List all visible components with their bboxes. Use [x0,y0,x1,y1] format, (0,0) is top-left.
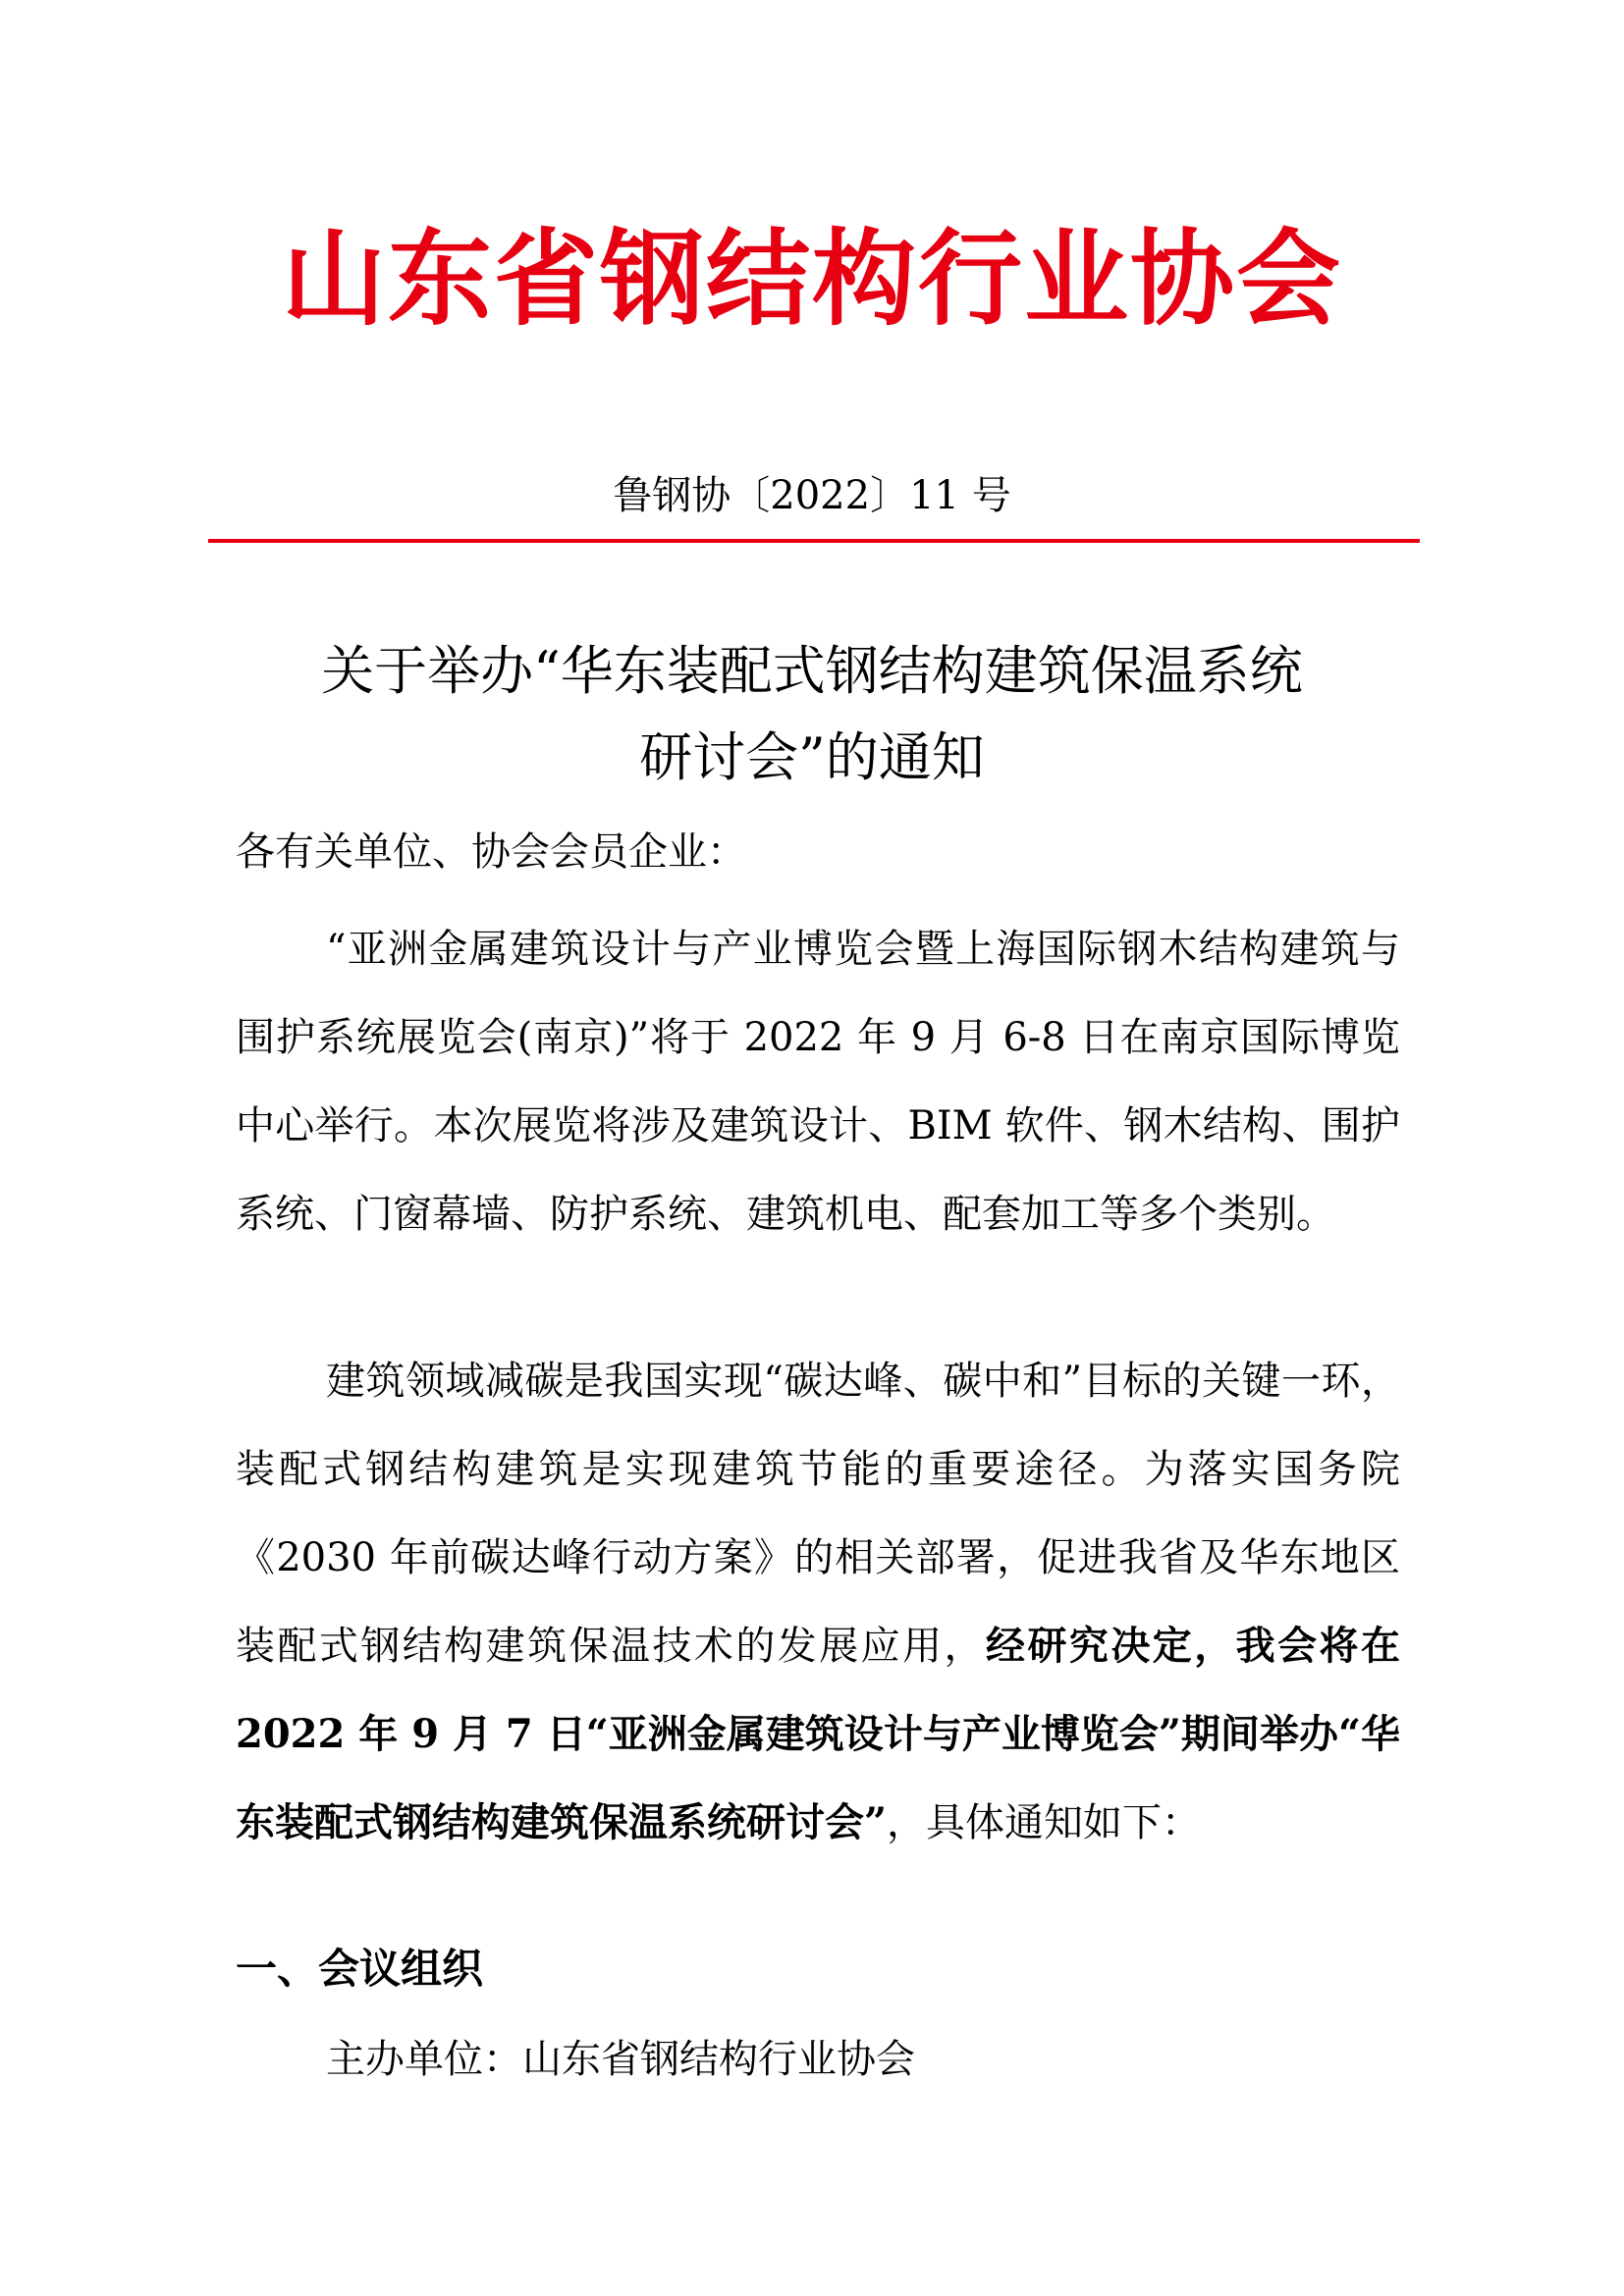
organizer-value: 山东省钢结构行业协会 [522,2037,915,2082]
title-line-2: 研讨会”的通知 [639,726,985,788]
paragraph-decision-bold: 经研究决定，我会将在 2022 年 9 月 7 日“亚洲金属建筑设计与产业博览会”期间举办“华东装配式钢结构建筑保温系统研讨会” [236,1623,1400,1845]
issuer-masthead: 山东省钢结构行业协会 [282,219,1342,340]
red-divider-line [208,539,1420,543]
paragraph-expo-intro: “亚洲金属建筑设计与产业博览会暨上海国际钢木结构建筑与围护系统展览会(南京)”将于 2022 年 9 月 6-8 日在南京国际博览中心举行。本次展览将涉及建筑设计、BIM 软件、钢木结构、围护系统、门窗幕墙、防护系统、建筑机电、配套加工等多个类别。 [236,927,1400,1237]
paragraph-decision [236,1337,1400,1867]
paragraph-decision-text: 建筑领域减碳是我国实现“碳达峰、碳中和”目标的关键一环，装配式钢结构建筑是实现建筑节能的重要途径。为落实国务院《2030 年前碳达峰行动方案》的相关部署，促进我省及华东地区装配式钢结构建筑保温技术的发展应用， [236,1359,1400,1669]
notice-title [196,628,1428,801]
section-heading-organization: 一、会议组织 [236,1945,484,1993]
salutation: 各有关单位、协会会员企业： [236,829,746,875]
organizer-line [326,2030,915,2089]
organizer-label: 主办单位： [326,2037,522,2082]
paragraph-decision-tail: ，具体通知如下： [887,1800,1202,1845]
title-line-1: 关于举办“华东装配式钢结构建筑保温系统 [321,640,1303,702]
document-number: 鲁钢协〔2022〕11 号 [613,473,1011,518]
